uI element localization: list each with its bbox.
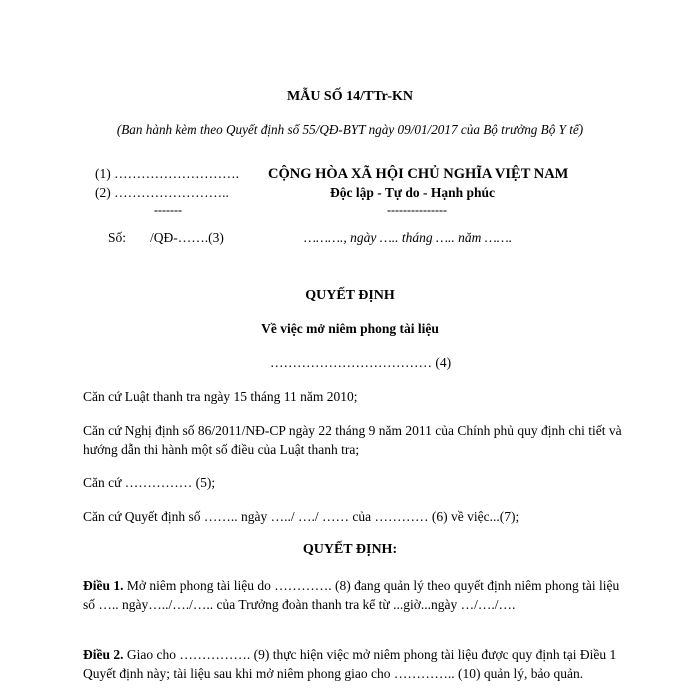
form-code: MẪU SỐ 14/TTr-KN xyxy=(287,89,413,104)
number-value: /QĐ-…….(3) xyxy=(150,230,224,245)
article-1 xyxy=(83,576,623,614)
number-label: Số: xyxy=(108,230,127,245)
decision-subject: Về việc mở niêm phong tài liệu xyxy=(261,321,439,336)
basis-paragraph: Căn cứ …………… (5); xyxy=(83,475,216,490)
date-place: ………., ngày ….. tháng ….. năm ……. xyxy=(304,230,513,245)
article-label: Điều 2. xyxy=(83,647,124,662)
basis-paragraph: Căn cứ Quyết định số …….. ngày …../ …./ …… của ………… (6) về việc...(7); xyxy=(83,509,520,524)
issuing-authority: ……………………………… (4) xyxy=(270,355,452,370)
country-name: CỘNG HÒA XÃ HỘI CHỦ NGHĨA VIỆT NAM xyxy=(268,166,569,182)
article-text: Mở niêm phong tài liệu do …………. (8) đang quản lý theo quyết định niêm phong tài liệu số ….. ngày…../…./….. của Trưởng đoàn thanh tra kể từ ...giờ...ngày …/…./…. xyxy=(83,578,620,612)
article-text: Giao cho ……………. (9) thực hiện việc mở niêm phong tài liệu được quy định tại Điều 1 Quyết định này; tài liệu sau khi mở niêm phong giao cho ………….. (10) quản lý, bảo quản. xyxy=(83,647,617,681)
decision-title: QUYẾT ĐỊNH xyxy=(305,288,395,303)
decides-heading: QUYẾT ĐỊNH: xyxy=(302,542,398,557)
agency-line-1: (1) ………………………. xyxy=(95,166,239,181)
issued-note: (Ban hành kèm theo Quyết định số 55/QĐ-BYT ngày 09/01/2017 của Bộ trưởng Bộ Y tế) xyxy=(116,122,584,137)
agency-divider: ------- xyxy=(154,203,182,217)
article-label: Điều 1. xyxy=(83,578,124,593)
article-2 xyxy=(83,645,623,683)
national-divider: --------------- xyxy=(387,203,447,217)
national-motto: Độc lập - Tự do - Hạnh phúc xyxy=(330,185,496,200)
basis-paragraph: Căn cứ Nghị định số 86/2011/NĐ-CP ngày 22 tháng 9 năm 2011 của Chính phủ quy định chi tiết và hướng dẫn thi hành một số điều của Luật thanh tra; xyxy=(83,423,622,457)
basis-paragraph: Căn cứ Luật thanh tra ngày 15 tháng 11 năm 2010; xyxy=(83,389,358,404)
agency-line-2: (2) …………………….. xyxy=(95,185,229,200)
